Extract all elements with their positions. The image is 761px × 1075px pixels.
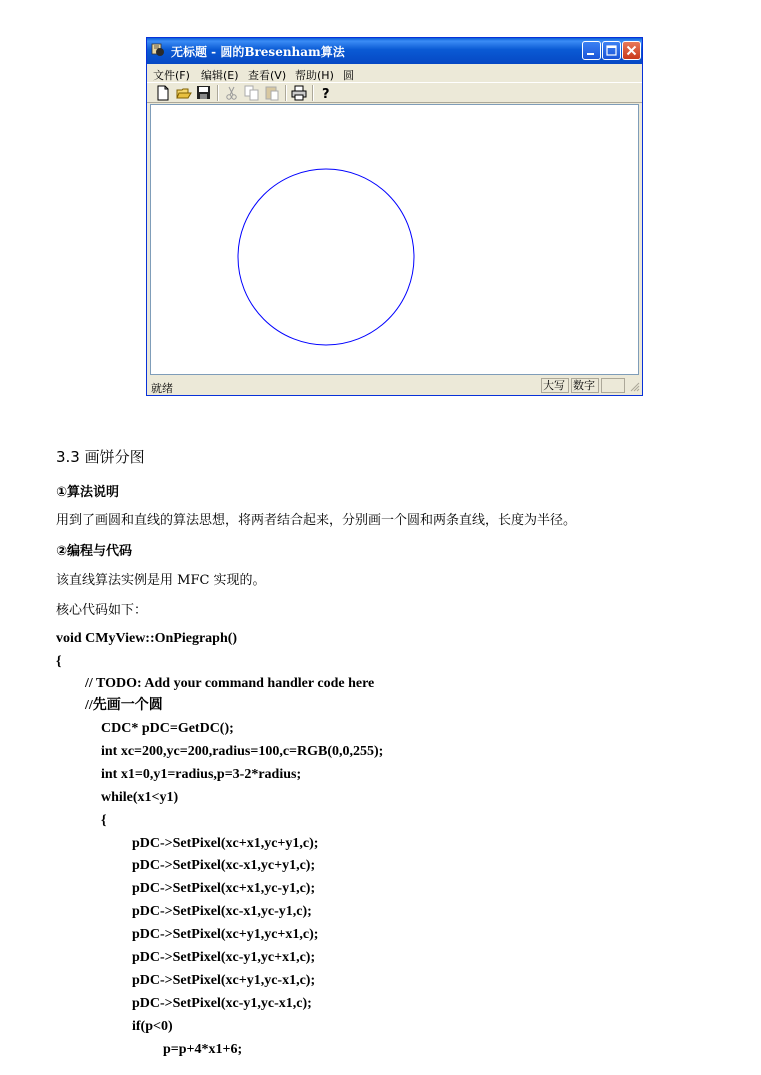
menu-file[interactable]: 文件(F) [153, 69, 190, 82]
window-title: 无标题 - 圆的Bresenham算法 [171, 45, 345, 59]
toolbar-separator [285, 85, 287, 101]
code-line: pDC->SetPixel(xc+x1,yc+y1,c); [132, 836, 319, 851]
help-icon[interactable] [317, 84, 335, 102]
close-button[interactable] [622, 41, 641, 60]
code-line: int x1=0,y1=radius,p=3-2*radius; [101, 767, 302, 782]
code-line: pDC->SetPixel(xc-y1,yc-x1,c); [132, 996, 312, 1011]
code-line: void CMyView::OnPiegraph() [56, 631, 238, 646]
bresenham-circle [238, 169, 414, 345]
menu-view[interactable]: 查看(V) [248, 69, 287, 82]
caps-indicator: 大写 [541, 378, 569, 393]
toolbar [147, 82, 642, 103]
code-line: pDC->SetPixel(xc+y1,yc-x1,c); [132, 973, 316, 988]
code-line: pDC->SetPixel(xc-x1,yc+y1,c); [132, 858, 316, 873]
paragraph-mfc: 该直线算法实例是用 MFC 实现的。 [56, 573, 266, 588]
drawing-canvas[interactable] [150, 104, 639, 375]
minimize-button[interactable] [582, 41, 601, 60]
status-bar [147, 377, 642, 395]
svg-text:?: ? [322, 87, 330, 102]
code-line: // TODO: Add your command handler code here [85, 676, 375, 691]
title-bar[interactable] [147, 38, 642, 64]
code-line: pDC->SetPixel(xc-y1,yc+x1,c); [132, 950, 316, 965]
save-icon[interactable] [195, 84, 213, 102]
numlock-indicator: 数字 [571, 378, 599, 393]
print-icon[interactable] [290, 84, 308, 102]
subheading-code: ②编程与代码 [56, 544, 133, 559]
maximize-icon [603, 42, 620, 59]
code-line: pDC->SetPixel(xc-x1,yc-y1,c); [132, 904, 312, 919]
code-line: pDC->SetPixel(xc+y1,yc+x1,c); [132, 927, 319, 942]
menu-circle[interactable]: 圆 [343, 69, 354, 82]
paste-icon[interactable] [263, 84, 281, 102]
close-icon [623, 42, 640, 59]
paragraph-algorithm: 用到了画圆和直线的算法思想，将两者结合起来，分别画一个圆和两条直线，长度为半径。 [56, 513, 577, 528]
resize-grip-icon[interactable] [628, 380, 640, 392]
code-line: { [56, 654, 62, 669]
app-icon [151, 42, 167, 58]
paragraph-core-code: 核心代码如下： [56, 603, 148, 618]
code-line: CDC* pDC=GetDC(); [101, 721, 234, 736]
app-window [146, 37, 643, 396]
open-folder-icon[interactable] [175, 84, 193, 102]
code-line: p=p+4*x1+6; [163, 1042, 243, 1057]
code-line: //先画一个圆 [85, 698, 163, 713]
minimize-icon [583, 42, 600, 59]
cut-icon[interactable] [223, 84, 241, 102]
subheading-algorithm: ①算法说明 [56, 485, 120, 500]
copy-icon[interactable] [243, 84, 261, 102]
code-line: while(x1<y1) [101, 790, 179, 805]
canvas-svg [151, 105, 638, 374]
toolbar-separator [312, 85, 314, 101]
code-line: pDC->SetPixel(xc+x1,yc-y1,c); [132, 881, 316, 896]
section-heading: 3.3 画饼分图 [56, 448, 145, 466]
new-file-icon[interactable] [154, 84, 172, 102]
menu-help[interactable]: 帮助(H) [295, 69, 334, 82]
menu-edit[interactable]: 编辑(E) [201, 69, 239, 82]
menu-bar [147, 64, 642, 82]
code-line: int xc=200,yc=200,radius=100,c=RGB(0,0,255); [101, 744, 384, 759]
toolbar-separator [217, 85, 219, 101]
code-line: if(p<0) [132, 1019, 173, 1034]
code-line: { [101, 813, 107, 828]
scroll-indicator [601, 378, 625, 393]
maximize-button[interactable] [602, 41, 621, 60]
status-text: 就绪 [151, 382, 173, 395]
